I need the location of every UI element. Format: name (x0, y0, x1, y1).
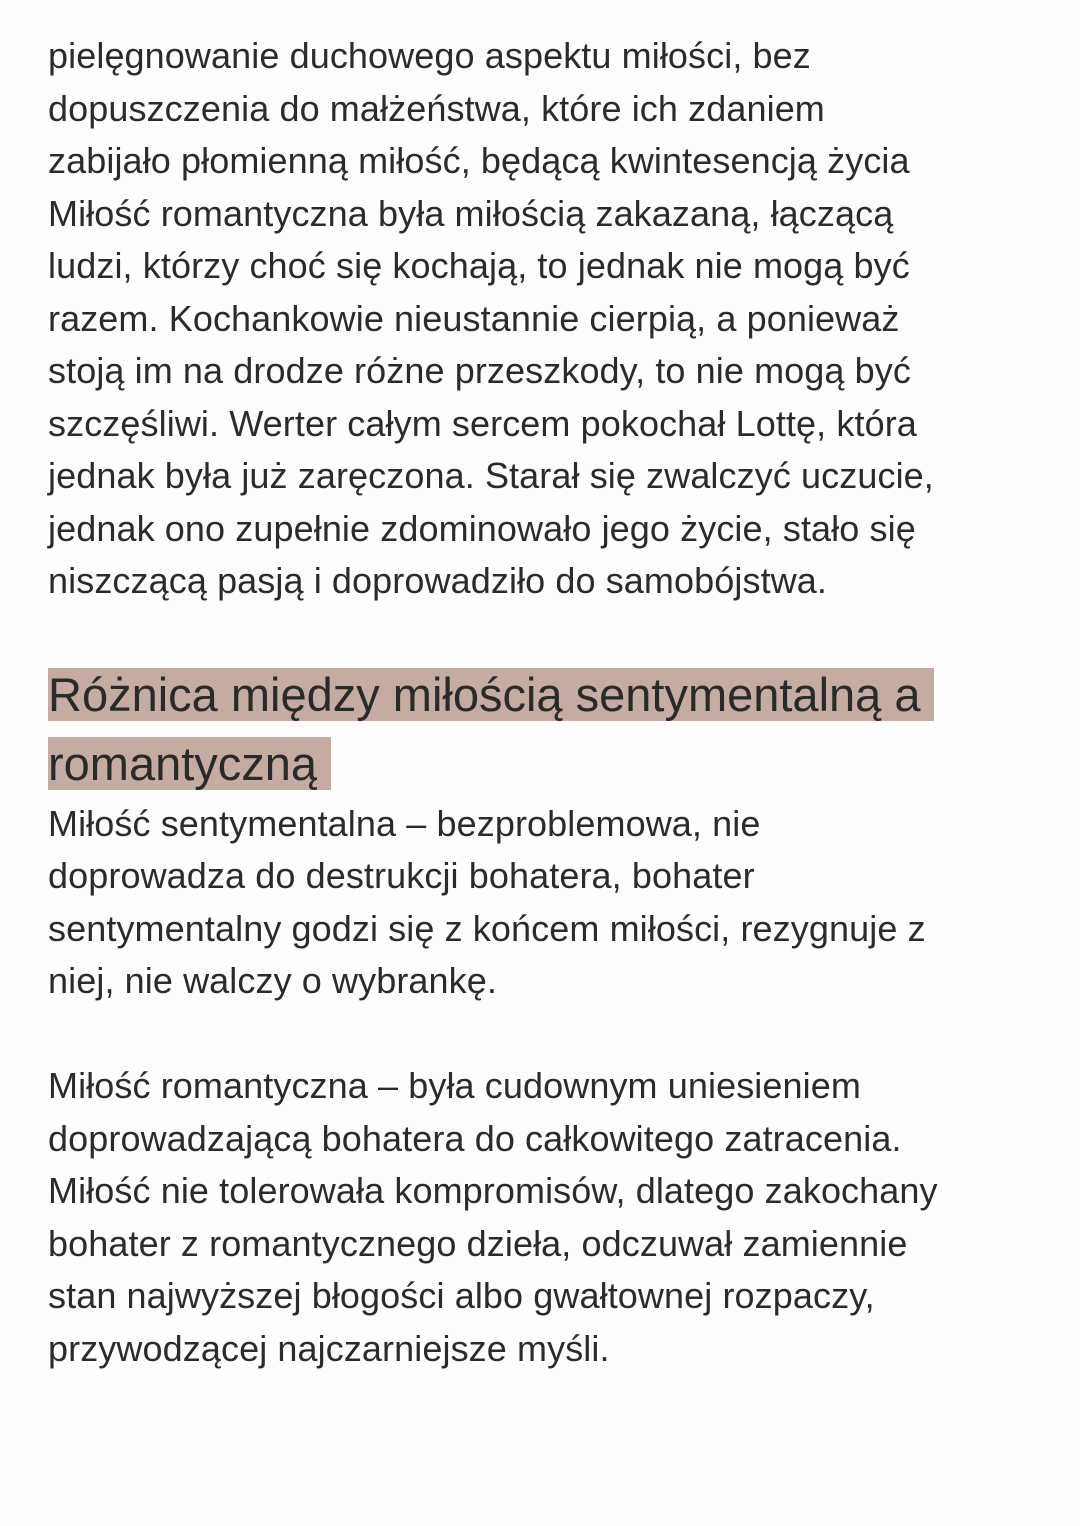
highlighted-heading-text: Różnica między miłością sentymentalną a romantyczną (48, 668, 934, 790)
section-heading (48, 660, 1040, 798)
intro-paragraph: pielęgnowanie duchowego aspektu miłości, bez dopuszczenia do małżeństwa, które ich zdaniem zabijało płomienną miłość, będącą kwintesencją życia Miłość romantyczna była miłością zakazaną, łączącą ludzi, którzy choć się kochają, to jednak nie mogą być razem. Kochankowie nieustannie cierpią, a ponieważ stoją im na drodze różne przeszkody, to nie mogą być szczęśliwi. Werter całym sercem pokochał Lottę, która jednak była już zaręczona. Starał się zwalczyć uczucie, jednak ono zupełnie zdominowało jego życie, stało się niszczącą pasją i doprowadziło do samobójstwa. (48, 35, 934, 601)
romantic-love-paragraph: Miłość romantyczna – była cudownym uniesieniem doprowadzającą bohatera do całkowitego zatracenia. Miłość nie tolerowała kompromisów, dlatego zakochany bohater z romantycznego dzieła, odczuwał zamiennie stan najwyższej błogości albo gwałtownej rozpaczy, przywodzącej najczarniejsze myśli. (48, 1065, 938, 1369)
sentimental-love-paragraph: Miłość sentymentalna – bezproblemowa, nie doprowadza do destrukcji bohatera, bohater sentymentalny godzi się z końcem miłości, rezygnuje z niej, nie walczy o wybrankę. (48, 802, 926, 1001)
paragraph-spacer (48, 1008, 1040, 1061)
